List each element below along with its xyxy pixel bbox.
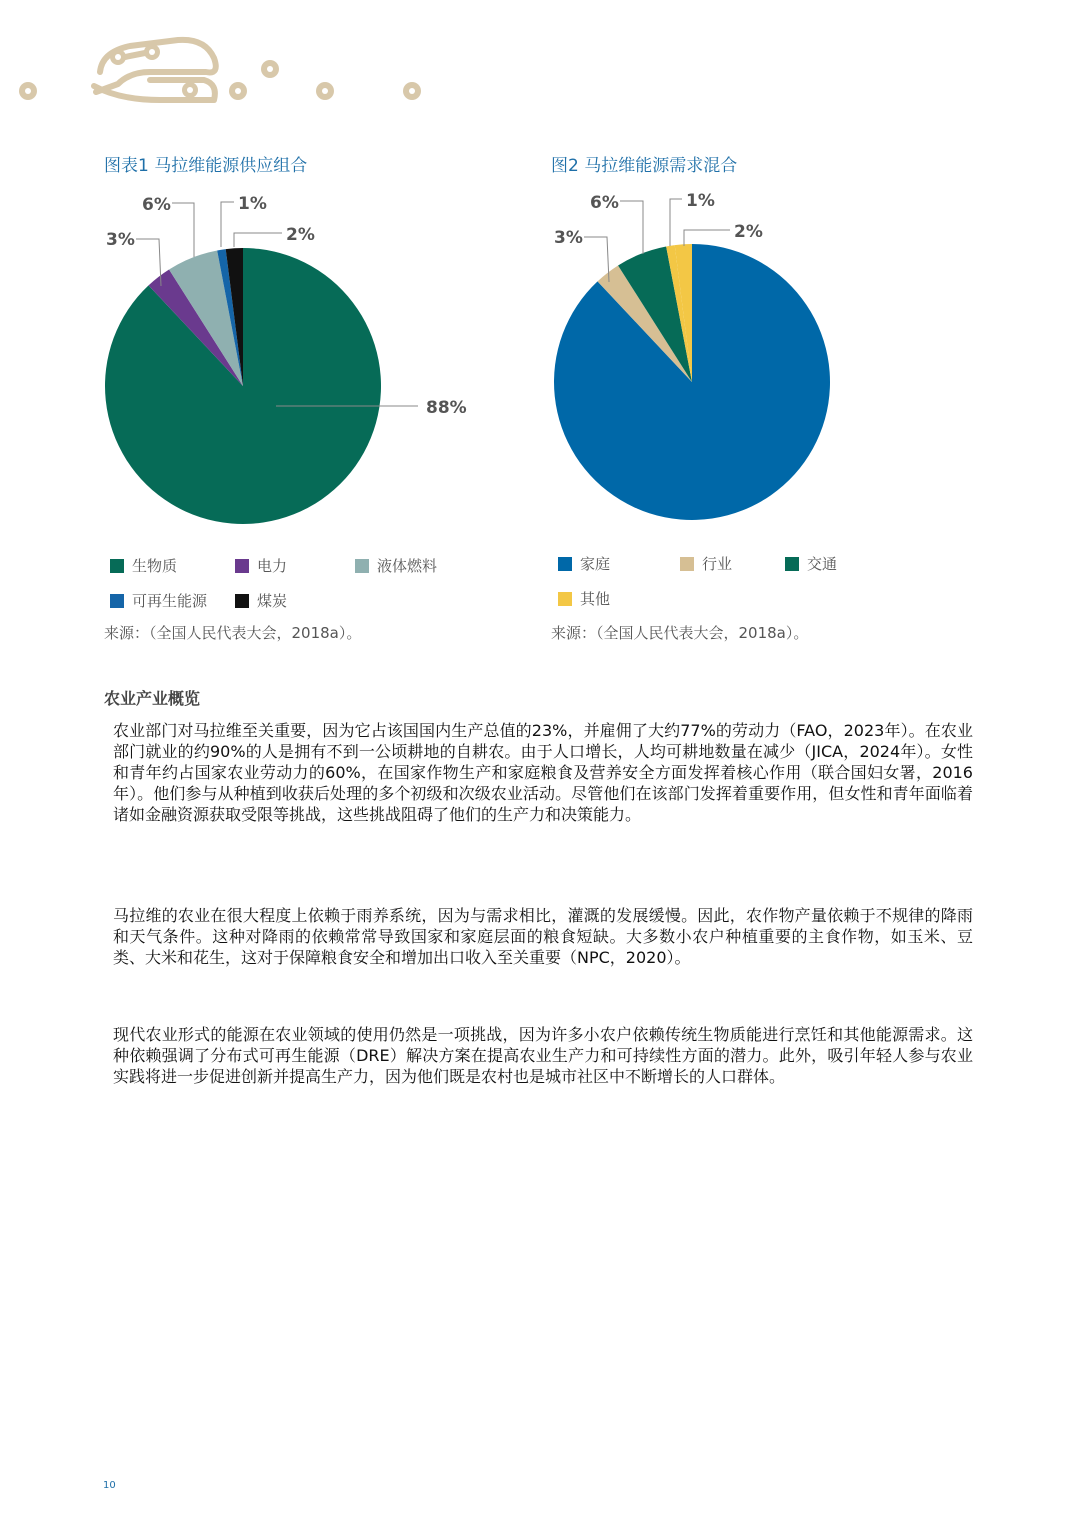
leader-line [684, 230, 730, 246]
slice-data-label: 1% [686, 191, 715, 211]
demand-pie-chart [540, 182, 860, 537]
legend-label: 煤炭 [257, 592, 288, 610]
legend-item-other [558, 588, 610, 609]
legend-label: 生物质 [132, 557, 178, 575]
chart-title-demand: 图2 马拉维能源需求混合 [551, 156, 738, 176]
supply-pie-chart [90, 185, 510, 540]
slice-data-label: 3% [554, 228, 583, 248]
legend-swatch [558, 592, 572, 606]
legend-swatch [235, 594, 249, 608]
legend-item-electricity [235, 555, 287, 576]
legend-swatch [558, 557, 572, 571]
legend-item-households [558, 553, 610, 574]
legend-swatch [355, 559, 369, 573]
leader-line [234, 233, 282, 247]
legend-label: 电力 [257, 557, 288, 575]
slice-data-label: 88% [426, 398, 467, 418]
paragraph: 马拉维的农业在很大程度上依赖于雨养系统，因为与需求相比，灌溉的发展缓慢。因此，农作物产量依赖于不规律的降雨和天气条件。这种对降雨的依赖常常导致国家和家庭层面的粮食短缺。大多数小农户种植重要的主食作物，如玉米、豆类、大米和花生，这对于保障粮食安全和增加出口收入至关重要（NPC，2020）。 [113, 906, 973, 967]
slice-data-label: 3% [106, 230, 135, 250]
legend-swatch [110, 559, 124, 573]
leader-line [221, 202, 234, 247]
leader-line [620, 201, 643, 254]
page-number: 10 [103, 1480, 116, 1491]
slice-data-label: 6% [142, 195, 171, 215]
slice-data-label: 2% [734, 222, 763, 242]
slice-data-label: 2% [286, 225, 315, 245]
source-note-demand: 来源：（全国人民代表大会，2018a）。 [551, 624, 809, 642]
header-decoration [0, 0, 460, 120]
paragraph: 农业部门对马拉维至关重要，因为它占该国国内生产总值的23%，并雇佣了大约77%的劳动力（FAO，2023年）。在农业部门就业的约90%的人是拥有不到一公顷耕地的自耕农。由于人口增长，人均可耕地数量在减少（JICA，2024年）。女性和青年约占国家农业劳动力的60%，在国家作物生产和家庭粮食及营养安全方面发挥着核心作用（联合国妇女署，2016年）。他们参与从种植到收获后处理的多个初级和次级农业活动。尽管他们在该部门发挥着重要作用，但女性和青年面临着诸如金融资源获取受限等挑战，这些挑战阻碍了他们的生产力和决策能力。 [113, 721, 973, 824]
slice-data-label: 1% [238, 194, 267, 214]
legend-label: 液体燃料 [377, 557, 438, 575]
leader-line [670, 199, 682, 246]
legend-swatch [785, 557, 799, 571]
legend-swatch [680, 557, 694, 571]
legend-label: 家庭 [580, 555, 611, 573]
legend-label: 可再生能源 [132, 592, 208, 610]
legend-item-coal [235, 590, 287, 611]
legend-item-biomass [110, 555, 177, 576]
legend-item-liquid-fuel [355, 555, 437, 576]
legend-label: 其他 [580, 590, 611, 608]
chart-title-supply: 图表1 马拉维能源供应组合 [104, 156, 308, 176]
legend-item-industry [680, 553, 732, 574]
section-heading: 农业产业概览 [104, 689, 201, 708]
source-note-supply: 来源：（全国人民代表大会，2018a）。 [104, 624, 362, 642]
legend-swatch [235, 559, 249, 573]
legend-label: 交通 [807, 555, 838, 573]
legend-swatch [110, 594, 124, 608]
leader-line [172, 203, 194, 257]
paragraph: 现代农业形式的能源在农业领域的使用仍然是一项挑战，因为许多小农户依赖传统生物质能进行烹饪和其他能源需求。这种依赖强调了分布式可再生能源（DRE）解决方案在提高农业生产力和可持续性方面的潜力。此外，吸引年轻人参与农业实践将进一步促进创新并提高生产力，因为他们既是农村也是城市社区中不断增长的人口群体。 [113, 1025, 973, 1086]
slice-data-label: 6% [590, 193, 619, 213]
legend-item-transport [785, 553, 837, 574]
legend-item-renewables [110, 590, 207, 611]
legend-label: 行业 [702, 555, 733, 573]
